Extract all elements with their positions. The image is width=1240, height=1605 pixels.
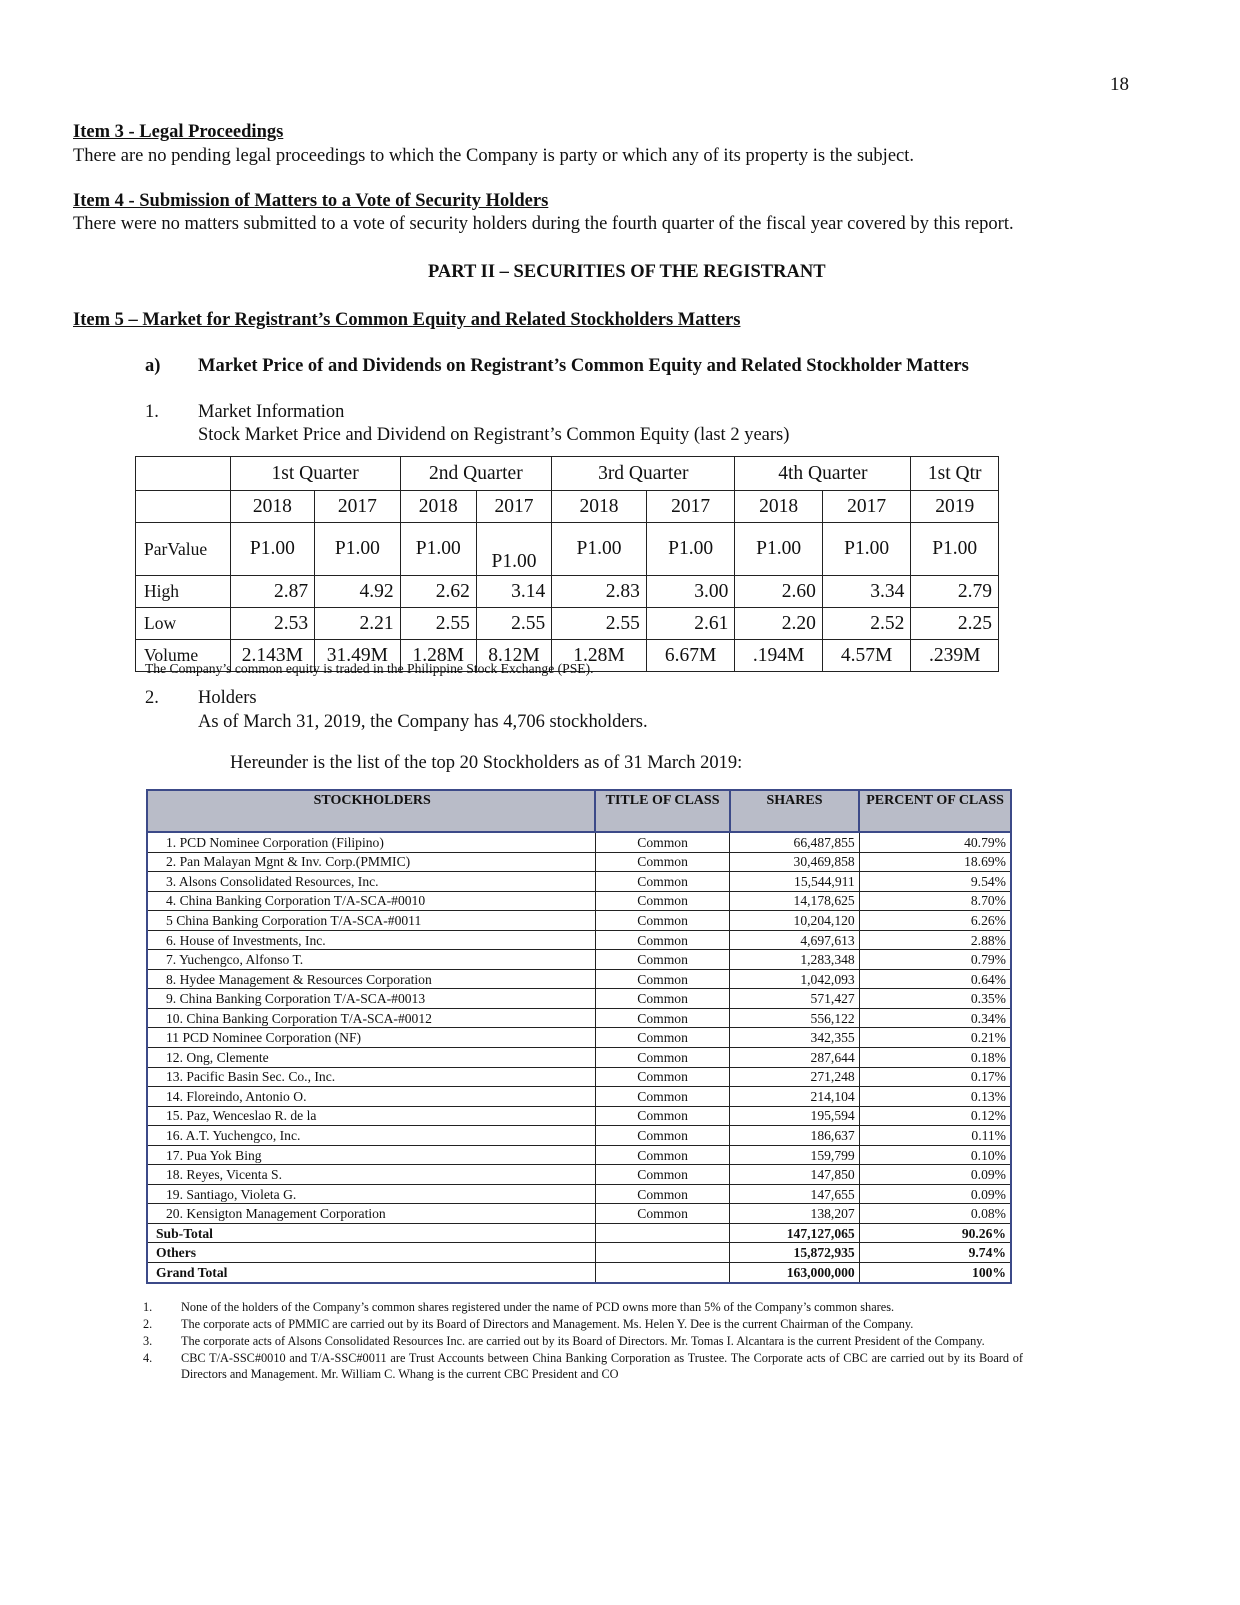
stockholder-name: 4. China Banking Corporation T/A-SCA-#0010 — [147, 891, 595, 911]
total-row — [147, 1263, 1011, 1283]
percent-of-class: 0.35% — [859, 989, 1011, 1009]
stockholder-name: 6. House of Investments, Inc. — [147, 930, 595, 950]
value-cell: 4.92 — [315, 576, 400, 608]
percent-of-class: 40.79% — [859, 832, 1011, 852]
title-of-class: Common — [595, 989, 729, 1009]
shares: 147,850 — [730, 1165, 860, 1185]
table-row — [147, 1145, 1011, 1165]
percent-of-class: 0.34% — [859, 1008, 1011, 1028]
footnote-text: CBC T/A-SSC#0010 and T/A-SSC#0011 are Trust Accounts between China Banking Corporation as Trustee. The Corporate acts of CBC are carried out by its Board of Directors and Management. Mr. William C. Whang is the current CBC President and CO — [181, 1351, 1023, 1381]
shares: 1,283,348 — [730, 950, 860, 970]
value-cell: 1.28M — [400, 640, 476, 672]
percent-of-class: 100% — [859, 1263, 1011, 1283]
stockholder-name: 13. Pacific Basin Sec. Co., Inc. — [147, 1067, 595, 1087]
header-percent-of-class: PERCENT OF CLASS — [859, 790, 1011, 832]
shares: 30,469,858 — [730, 852, 860, 872]
value-cell: P1.00 — [646, 523, 735, 576]
footnote-item — [143, 1350, 1023, 1382]
year-header: 2019 — [911, 491, 999, 523]
part2-title: PART II – SECURITIES OF THE REGISTRANT — [428, 262, 826, 282]
value-cell: 2.60 — [735, 576, 823, 608]
shares: 15,872,935 — [730, 1243, 860, 1263]
table-row — [147, 930, 1011, 950]
value-cell: 3.14 — [476, 576, 551, 608]
stockholder-name: 14. Floreindo, Antonio O. — [147, 1087, 595, 1107]
stockholder-name: 12. Ong, Clemente — [147, 1048, 595, 1068]
stockholder-name: 11 PCD Nominee Corporation (NF) — [147, 1028, 595, 1048]
value-cell: 1.28M — [552, 640, 647, 672]
shares: 214,104 — [730, 1087, 860, 1107]
sub-a-title: Market Price of and Dividends on Registrant’s Common Equity and Related Stockholder Matters — [198, 356, 969, 376]
title-of-class: Common — [595, 852, 729, 872]
year-header: 2018 — [735, 491, 823, 523]
stockholder-name: 19. Santiago, Violeta G. — [147, 1184, 595, 1204]
table-row — [147, 950, 1011, 970]
value-cell: 2.61 — [646, 608, 735, 640]
table-row — [147, 1184, 1011, 1204]
section1-title: Market Information — [198, 402, 345, 422]
shares: 571,427 — [730, 989, 860, 1009]
footnote-text: The corporate acts of PMMIC are carried out by its Board of Directors and Management. Ms. Helen Y. Dee is the current Chairman of the Company. — [181, 1317, 914, 1331]
header-shares: SHARES — [730, 790, 860, 832]
stockholder-count-text: As of March 31, 2019, the Company has 4,706 stockholders. — [198, 712, 648, 732]
value-cell: 2.55 — [476, 608, 551, 640]
footnote-number: 1. — [143, 1300, 153, 1314]
quarter-header: 4th Quarter — [735, 457, 911, 491]
percent-of-class: 90.26% — [859, 1223, 1011, 1243]
footnote-number: 3. — [143, 1334, 153, 1348]
empty-header-cell — [136, 491, 231, 523]
percent-of-class: 9.74% — [859, 1243, 1011, 1263]
percent-of-class: 6.26% — [859, 911, 1011, 931]
title-of-class: Common — [595, 969, 729, 989]
stockholder-name: 15. Paz, Wenceslao R. de la — [147, 1106, 595, 1126]
value-cell: .239M — [911, 640, 999, 672]
table-row — [147, 1126, 1011, 1146]
title-of-class: Common — [595, 1106, 729, 1126]
stockholder-name: Sub-Total — [147, 1223, 595, 1243]
table-row — [147, 1067, 1011, 1087]
value-cell: P1.00 — [911, 523, 999, 576]
footnotes — [143, 1299, 1023, 1383]
percent-of-class: 0.18% — [859, 1048, 1011, 1068]
market-price-table — [135, 456, 999, 672]
value-cell: .194M — [735, 640, 823, 672]
percent-of-class: 9.54% — [859, 872, 1011, 892]
section1-number: 1. — [145, 402, 159, 422]
value-cell: P1.00 — [476, 523, 551, 576]
title-of-class: Common — [595, 1087, 729, 1107]
footnote-text: The corporate acts of Alsons Consolidated Resources Inc. are carried out by its Board of Directors. Mr. Tomas I. Alcantara is the current President of the Company. — [181, 1334, 985, 1348]
year-header: 2017 — [476, 491, 551, 523]
percent-of-class: 0.64% — [859, 969, 1011, 989]
table-row — [147, 872, 1011, 892]
title-of-class: Common — [595, 872, 729, 892]
table-row — [147, 1008, 1011, 1028]
quarter-header-row — [136, 457, 999, 491]
percent-of-class: 0.11% — [859, 1126, 1011, 1146]
market-note: The Company’s common equity is traded in the Philippine Stock Exchange (PSE). — [145, 661, 594, 676]
title-of-class: Common — [595, 1008, 729, 1028]
title-of-class: Common — [595, 1204, 729, 1224]
table-row — [147, 1204, 1011, 1224]
percent-of-class: 0.10% — [859, 1145, 1011, 1165]
total-row — [147, 1223, 1011, 1243]
percent-of-class: 0.12% — [859, 1106, 1011, 1126]
year-header: 2018 — [552, 491, 647, 523]
percent-of-class: 18.69% — [859, 852, 1011, 872]
year-header-row — [136, 491, 999, 523]
value-cell: P1.00 — [230, 523, 314, 576]
shares: 186,637 — [730, 1126, 860, 1146]
holders-table-body — [147, 832, 1011, 1283]
shares: 556,122 — [730, 1008, 860, 1028]
value-cell: P1.00 — [822, 523, 911, 576]
shares: 66,487,855 — [730, 832, 860, 852]
footnote-number: 4. — [143, 1351, 153, 1365]
quarter-header: 1st Quarter — [230, 457, 400, 491]
table-row — [147, 1106, 1011, 1126]
footnote-number: 2. — [143, 1317, 153, 1331]
title-of-class: Common — [595, 911, 729, 931]
year-header: 2017 — [646, 491, 735, 523]
stockholder-name: 5 China Banking Corporation T/A-SCA-#0011 — [147, 911, 595, 931]
value-cell: 2.21 — [315, 608, 400, 640]
percent-of-class: 0.21% — [859, 1028, 1011, 1048]
percent-of-class: 0.09% — [859, 1184, 1011, 1204]
top20-intro: Hereunder is the list of the top 20 Stockholders as of 31 March 2019: — [230, 753, 743, 773]
shares: 342,355 — [730, 1028, 860, 1048]
year-header: 2017 — [315, 491, 400, 523]
value-cell: 2.143M — [230, 640, 314, 672]
item3-text: There are no pending legal proceedings to which the Company is party or which any of its property is the subject. — [73, 146, 915, 166]
value-cell: 8.12M — [476, 640, 551, 672]
value-cell: 2.55 — [552, 608, 647, 640]
percent-of-class: 0.17% — [859, 1067, 1011, 1087]
table-row — [147, 891, 1011, 911]
value-cell: 2.87 — [230, 576, 314, 608]
title-of-class: Common — [595, 1145, 729, 1165]
percent-of-class: 8.70% — [859, 891, 1011, 911]
low-row — [136, 608, 999, 640]
table-row — [147, 852, 1011, 872]
stockholder-name: 10. China Banking Corporation T/A-SCA-#0012 — [147, 1008, 595, 1028]
table-row — [147, 989, 1011, 1009]
value-cell: P1.00 — [315, 523, 400, 576]
header-title-of-class: TITLE OF CLASS — [595, 790, 729, 832]
value-cell: 3.00 — [646, 576, 735, 608]
shares: 15,544,911 — [730, 872, 860, 892]
shares: 4,697,613 — [730, 930, 860, 950]
stockholder-name: 2. Pan Malayan Mgnt & Inv. Corp.(PMMIC) — [147, 852, 595, 872]
shares: 147,655 — [730, 1184, 860, 1204]
title-of-class — [595, 1263, 729, 1283]
value-cell: 2.25 — [911, 608, 999, 640]
market-table-caption: Stock Market Price and Dividend on Registrant’s Common Equity (last 2 years) — [198, 425, 790, 445]
value-cell: 31.49M — [315, 640, 400, 672]
footnote-item — [143, 1333, 1023, 1349]
title-of-class: Common — [595, 1184, 729, 1204]
shares: 195,594 — [730, 1106, 860, 1126]
stockholder-name: 8. Hydee Management & Resources Corporation — [147, 969, 595, 989]
percent-of-class: 0.79% — [859, 950, 1011, 970]
row-label: High — [136, 576, 231, 608]
value-cell: P1.00 — [552, 523, 647, 576]
table-row — [147, 1048, 1011, 1068]
quarter-header: 2nd Quarter — [400, 457, 552, 491]
percent-of-class: 0.09% — [859, 1165, 1011, 1185]
high-row — [136, 576, 999, 608]
row-label: Low — [136, 608, 231, 640]
value-cell: 6.67M — [646, 640, 735, 672]
percent-of-class: 0.13% — [859, 1087, 1011, 1107]
row-label: ParValue — [136, 523, 231, 576]
year-header: 2018 — [400, 491, 476, 523]
footnote-text: None of the holders of the Company’s common shares registered under the name of PCD owns more than 5% of the Company’s common shares. — [181, 1300, 895, 1314]
title-of-class: Common — [595, 1067, 729, 1087]
table-row — [147, 1028, 1011, 1048]
year-header: 2017 — [822, 491, 911, 523]
item5-heading: Item 5 – Market for Registrant’s Common Equity and Related Stockholders Matters — [73, 310, 741, 330]
table-row — [147, 1165, 1011, 1185]
stockholder-name: 18. Reyes, Vicenta S. — [147, 1165, 595, 1185]
stockholder-name: 1. PCD Nominee Corporation (Filipino) — [147, 832, 595, 852]
table-row — [147, 832, 1011, 852]
percent-of-class: 2.88% — [859, 930, 1011, 950]
value-cell: 3.34 — [822, 576, 911, 608]
footnote-item — [143, 1299, 1023, 1315]
value-cell: P1.00 — [735, 523, 823, 576]
value-cell: 2.52 — [822, 608, 911, 640]
value-cell: 2.53 — [230, 608, 314, 640]
parvalue-row — [136, 523, 999, 576]
value-cell: 2.83 — [552, 576, 647, 608]
title-of-class: Common — [595, 1126, 729, 1146]
value-cell: 2.79 — [911, 576, 999, 608]
table-row — [147, 911, 1011, 931]
stockholder-name: 17. Pua Yok Bing — [147, 1145, 595, 1165]
title-of-class: Common — [595, 1165, 729, 1185]
item4-heading: Item 4 - Submission of Matters to a Vote of Security Holders — [73, 191, 549, 211]
title-of-class: Common — [595, 930, 729, 950]
title-of-class — [595, 1223, 729, 1243]
page-number: 18 — [1110, 74, 1129, 95]
stockholder-name: 9. China Banking Corporation T/A-SCA-#0013 — [147, 989, 595, 1009]
shares: 138,207 — [730, 1204, 860, 1224]
total-row — [147, 1243, 1011, 1263]
title-of-class: Common — [595, 891, 729, 911]
value-cell: 2.55 — [400, 608, 476, 640]
stockholder-name: Others — [147, 1243, 595, 1263]
section2-title: Holders — [198, 688, 257, 708]
title-of-class: Common — [595, 1048, 729, 1068]
shares: 10,204,120 — [730, 911, 860, 931]
stockholder-name: Grand Total — [147, 1263, 595, 1283]
header-stockholders: STOCKHOLDERS — [147, 790, 595, 832]
percent-of-class: 0.08% — [859, 1204, 1011, 1224]
value-cell: 2.62 — [400, 576, 476, 608]
shares: 287,644 — [730, 1048, 860, 1068]
empty-header-cell — [136, 457, 231, 491]
shares: 1,042,093 — [730, 969, 860, 989]
year-header: 2018 — [230, 491, 314, 523]
sub-a-label: a) — [145, 356, 161, 376]
footnote-item — [143, 1316, 1023, 1332]
shares: 159,799 — [730, 1145, 860, 1165]
shares: 14,178,625 — [730, 891, 860, 911]
shares: 271,248 — [730, 1067, 860, 1087]
value-cell: P1.00 — [400, 523, 476, 576]
holders-header-row — [147, 790, 1011, 832]
quarter-header: 3rd Quarter — [552, 457, 735, 491]
stockholder-name: 20. Kensigton Management Corporation — [147, 1204, 595, 1224]
value-cell: 4.57M — [822, 640, 911, 672]
item4-text: There were no matters submitted to a vote of security holders during the fourth quarter of the fiscal year covered by this report. — [73, 214, 1014, 234]
stockholder-name: 7. Yuchengco, Alfonso T. — [147, 950, 595, 970]
shares: 163,000,000 — [730, 1263, 860, 1283]
title-of-class: Common — [595, 832, 729, 852]
title-of-class: Common — [595, 1028, 729, 1048]
section2-number: 2. — [145, 688, 159, 708]
title-of-class: Common — [595, 950, 729, 970]
title-of-class — [595, 1243, 729, 1263]
item3-heading: Item 3 - Legal Proceedings — [73, 122, 284, 142]
table-row — [147, 1087, 1011, 1107]
table-row — [147, 969, 1011, 989]
value-cell: 2.20 — [735, 608, 823, 640]
quarter-header: 1st Qtr — [911, 457, 999, 491]
shares: 147,127,065 — [730, 1223, 860, 1243]
top-stockholders-table — [146, 789, 1012, 1284]
row-label: Volume — [136, 640, 231, 672]
stockholder-name: 3. Alsons Consolidated Resources, Inc. — [147, 872, 595, 892]
stockholder-name: 16. A.T. Yuchengco, Inc. — [147, 1126, 595, 1146]
